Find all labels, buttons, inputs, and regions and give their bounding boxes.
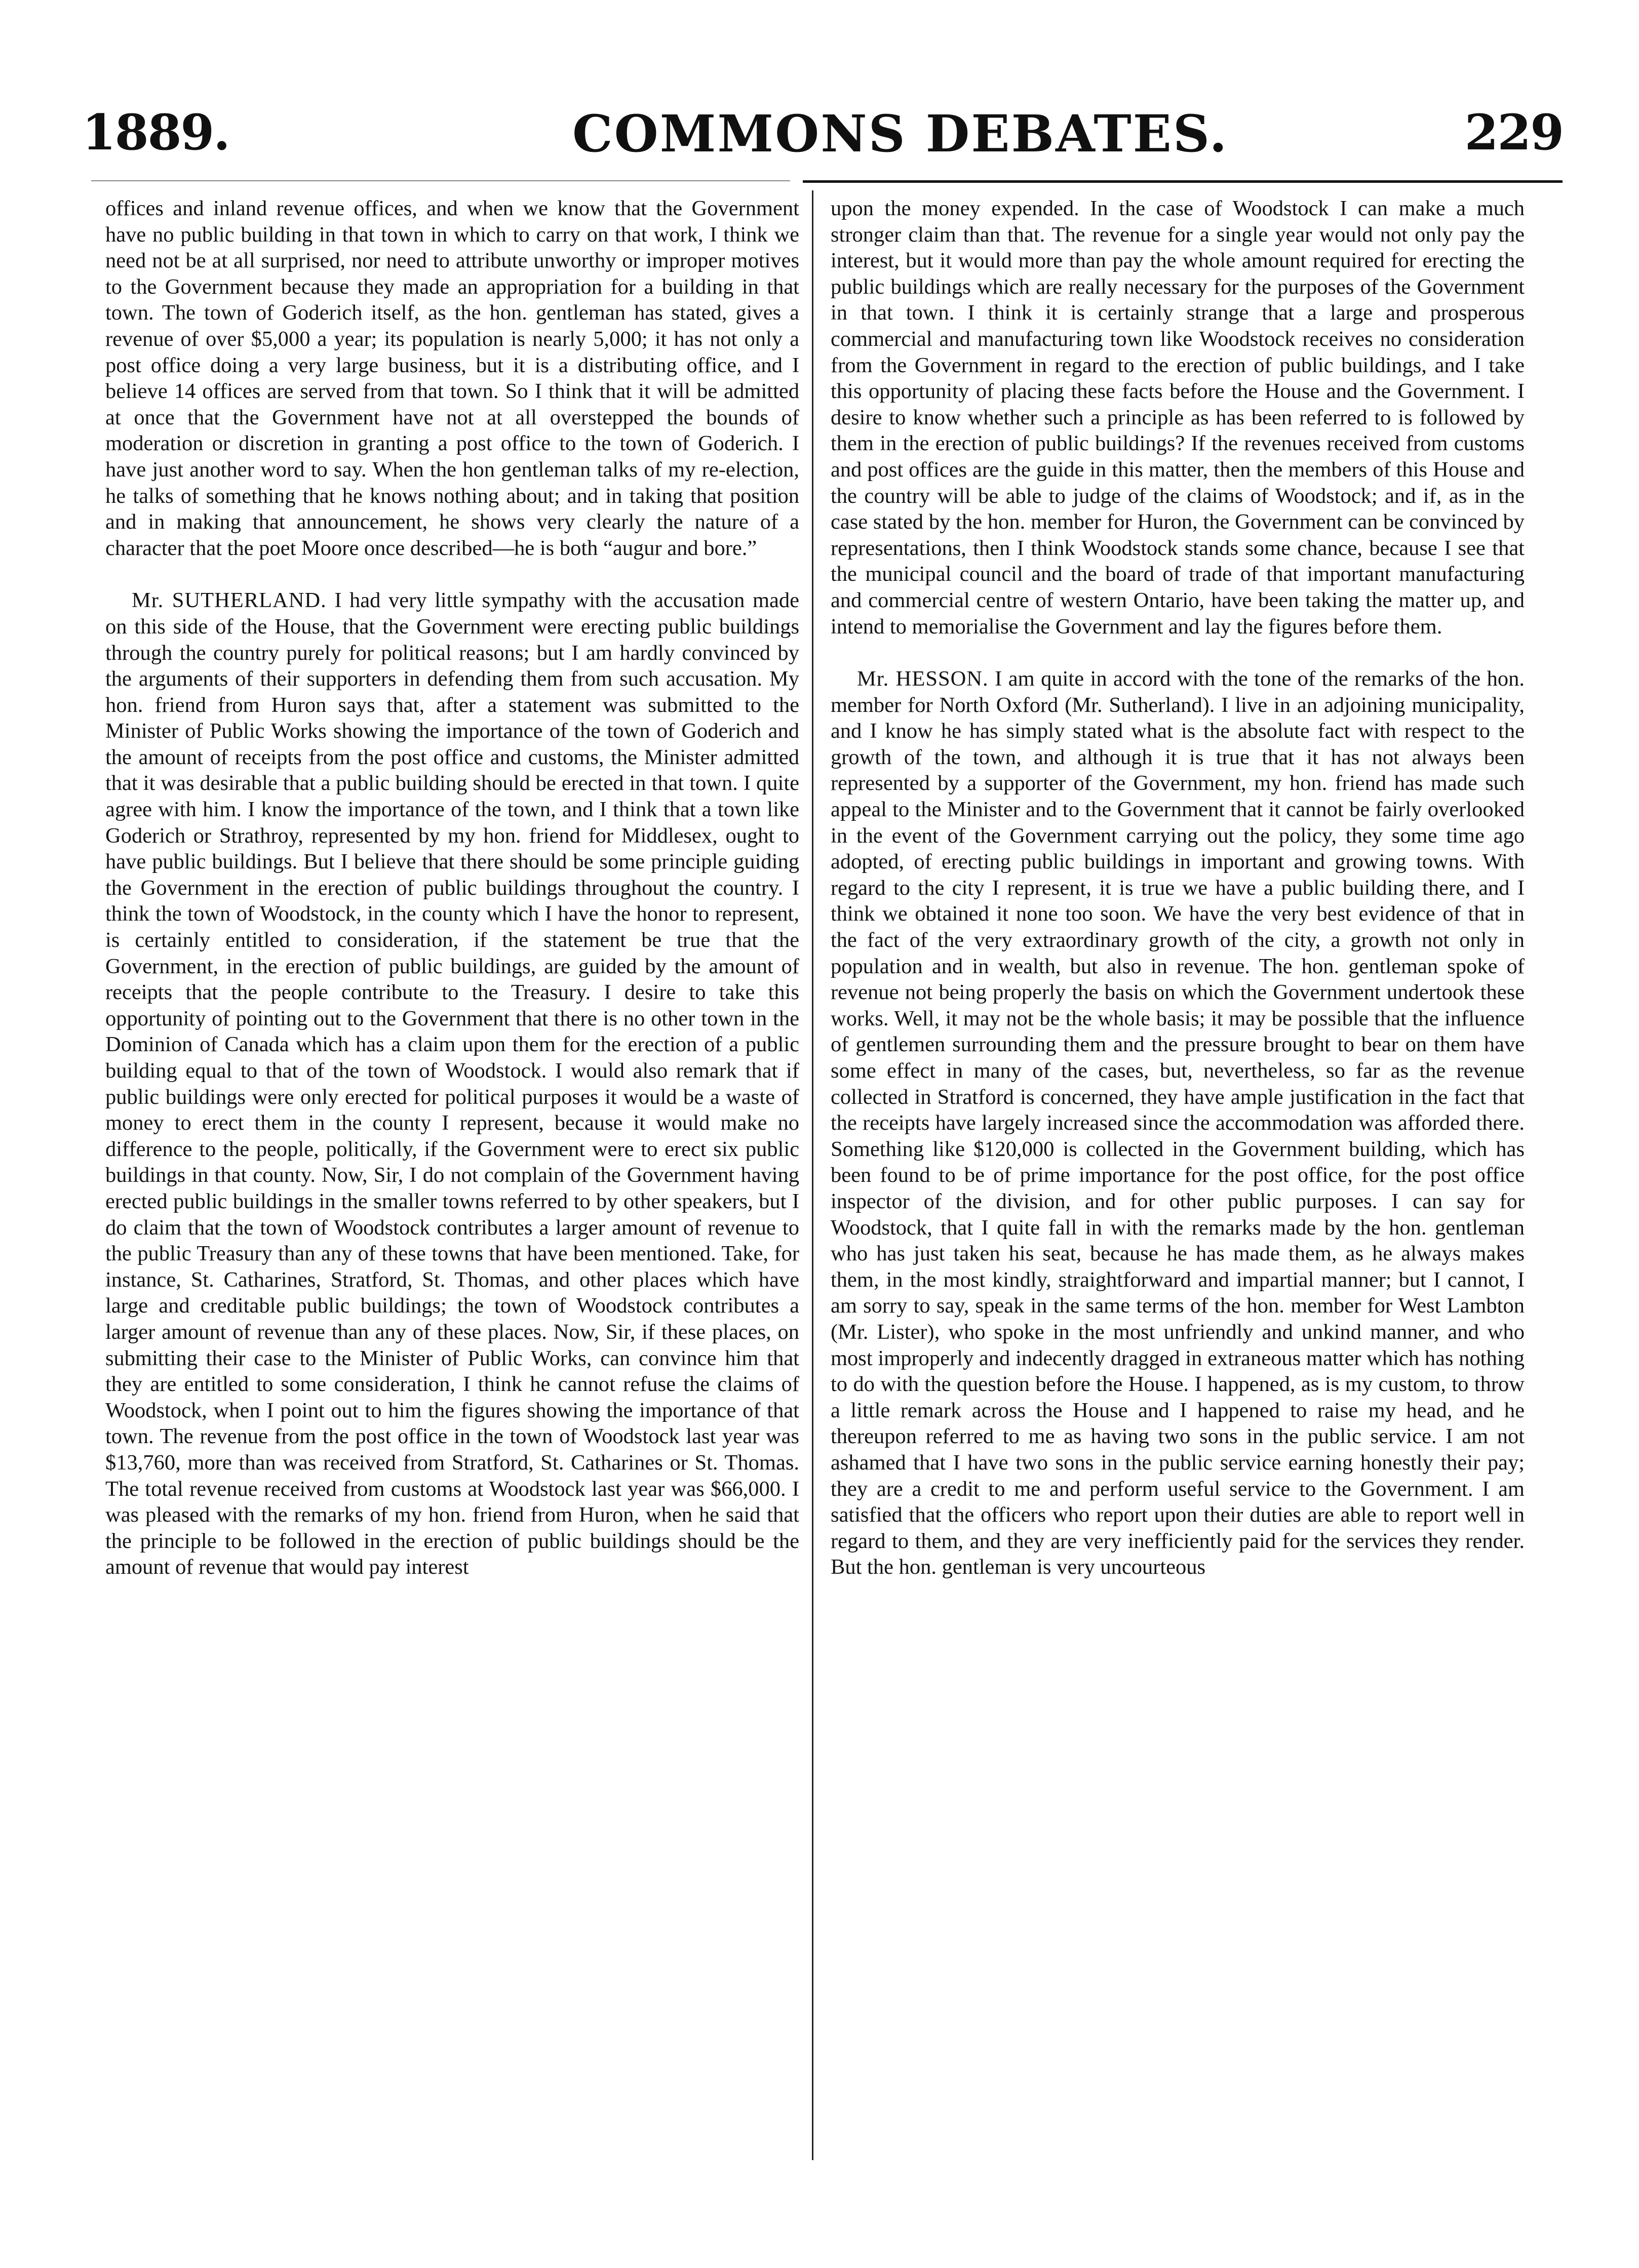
right-column	[831, 195, 1525, 1580]
header-rule-right	[803, 180, 1563, 183]
left-column	[105, 195, 799, 1580]
speech-text: I had very little sympathy with the accusation made on this side of the House, that the Government were erecting public buildings through the country purely for political reasons; but I am hardly convinced by the arguments of their supporters in defending them from such accusation. My hon. friend from Huron says that, after a statement was submitted to the Minister of Public Works showing the importance of the town of Goderich and the amount of receipts from the post office and customs, the Minister admitted that it was desirable that a public building should be erected in that town. I quite agree with him. I know the importance of the town, and I think that a town like Goderich or Strathroy, represented by my hon. friend for Middlesex, ought to have public buildings. But I believe that there should be some principle guiding the Government in the erection of public buildings throughout the country. I think the town of Woodstock, in the county which I have the honor to represent, is certainly entitled to consideration, if the statement be true that the Government, in the erection of public buildings, are guided by the amount of receipts that the people contribute to the Treasury. I desire to take this opportunity of pointing out to the Government that there is no other town in the Dominion of Canada which has a claim upon them for the erection of a public building equal to that of the town of Woodstock. I would also remark that if public buildings were only erected for political purposes it would be a waste of money to erect them in the county I represent, because it would make no difference to the people, politically, if the Government were to erect six public buildings in that county. Now, Sir, I do not complain of the Government having erected public buildings in the smaller towns referred to by other speakers, but I do claim that the town of Woodstock contributes a larger amount of revenue to the public Treasury than any of these towns that have been mentioned. Take, for instance, St. Catharines, Stratford, St. Thomas, and other places which have large and creditable public buildings; the town of Woodstock contributes a larger amount of revenue than any of these places. Now, Sir, if these places, on submitting their case to the Minister of Public Works, can convince him that they are entitled to some consideration, I think he cannot refuse the claims of Woodstock, when I point out to him the figures showing the importance of that town. The revenue from the post office in the town of Woodstock last year was $13,760, more than was received from Stratford, St. Catharines or St. Thomas. The total revenue received from customs at Woodstock last year was $66,000. I was pleased with the remarks of my hon. friend from Huron, when he said that the principle to be followed in the erection of public buildings should be the amount of revenue that would pay interest	[105, 588, 799, 1579]
header-title: COMMONS DEBATES.	[572, 104, 1229, 164]
right-paragraph-1: upon the money expended. In the case of Woodstock I can make a much stronger claim than that. The revenue for a single year would not only pay the interest, but it would more than pay the whole amount required for erecting the public buildings which are really necessary for the purposes of the Government in that town. I think it is certainly strange that a large and prosperous commercial and manufacturing town like Woodstock receives no consideration from the Government in regard to the erection of public buildings, and I take this opportunity of placing these facts before the House and the Government. I desire to know whether such a principle as has been referred to is followed by them in the erection of public buildings? If the revenues received from customs and post offices are the guide in this matter, then the members of this House and the country will be able to judge of the claims of Woodstock; and if, as in the case stated by the hon. member for Huron, the Government can be convinced by representations, then I think Woodstock stands some chance, because I see that the municipal council and the board of trade of that important manufacturing and commercial centre of western Ontario, have been taking the matter up, and intend to memorialise the Government and lay the figures before them.	[831, 196, 1525, 639]
header-page-number: 229	[1464, 104, 1563, 161]
speech-text: I am quite in accord with the tone of the remarks of the hon. member for North Oxford (Mr. Sutherland). I live in an adjoining municipality, and I know he has simply stated what is the absolute fact with respect to the growth of the town, and although it is true that it has not always been represented by a supporter of the Government, my hon. friend has made such appeal to the Minister and to the Government that it cannot be fairly overlooked in the event of the Government carrying out the policy, they some time ago adopted, of erecting public buildings in important and growing towns. With regard to the city I represent, it is true we have a public building there, and I think we obtained it none too soon. We have the very best evidence of that in the fact of the very extraordinary growth of the city, a growth not only in population and in wealth, but also in revenue. The hon. gentleman spoke of revenue not being properly the basis on which the Government undertook these works. Well, it may not be the whole basis; it may be possible that the influence of gentlemen surrounding them and the pressure brought to bear on them have some effect in many of the cases, but, nevertheless, so far as the revenue collected in Stratford is concerned, they have ample justification in the fact that the receipts have largely increased since the accommodation was afforded there. Something like $120,000 is collected in the Government building, which has been found to be of prime importance for the post office, for the post office inspector of the division, and for other public purposes. I can say for Woodstock, that I quite fall in with the remarks made by the hon. gentleman who has just taken his seat, because he has made them, as he always makes them, in the most kindly, straightforward and impartial manner; but I cannot, I am sorry to say, speak in the same terms of the hon. member for West Lambton (Mr. Lister), who spoke in the most unfriendly and unkind manner, and who most improperly and indecently dragged in extraneous matter which has nothing to do with the question before the House. I happened, as is my custom, to throw a little remark across the House and I happened to raise my head, and he thereupon referred to me as having two sons in the public service. I am not ashamed that I have two sons in the public service earning honestly their pay; they are a credit to me and perform useful service to the Government. I am satisfied that the officers who report upon their duties are able to report well in regard to them, and they are very inefficiently paid for the services they render. But the hon. gentleman is very uncourteous	[831, 667, 1525, 1579]
speaker-name: Mr. HESSON.	[857, 667, 989, 691]
header-rule-left	[91, 180, 790, 181]
speaker-name: Mr. SUTHERLAND.	[132, 588, 327, 613]
left-paragraph-2	[105, 587, 799, 1580]
left-paragraph-1: offices and inland revenue offices, and when we know that the Government have no public building in that town in which to carry on that work, I think we need not be at all surprised, nor need to attribute unworthy or improper motives to the Government because they made an appropriation for a building in that town. The town of Goderich itself, as the hon. gentleman has stated, gives a revenue of over $5,000 a year; its population is nearly 5,000; it has not only a post office doing a very large business, but it is a distributing office, and I believe 14 offices are served from that town. So I think that it will be admitted at once that the Government have not at all overstepped the bounds of moderation or discretion in granting a post office to the town of Goderich. I have just another word to say. When the hon gentleman talks of my re-election, he talks of something that he knows nothing about; and in taking that position and in making that announcement, he shows very clearly the nature of a character that the poet Moore once described—he is both “augur and bore.”	[105, 196, 799, 560]
right-paragraph-2	[831, 666, 1525, 1580]
column-divider	[812, 190, 813, 2160]
header-year: 1889.	[82, 104, 229, 161]
